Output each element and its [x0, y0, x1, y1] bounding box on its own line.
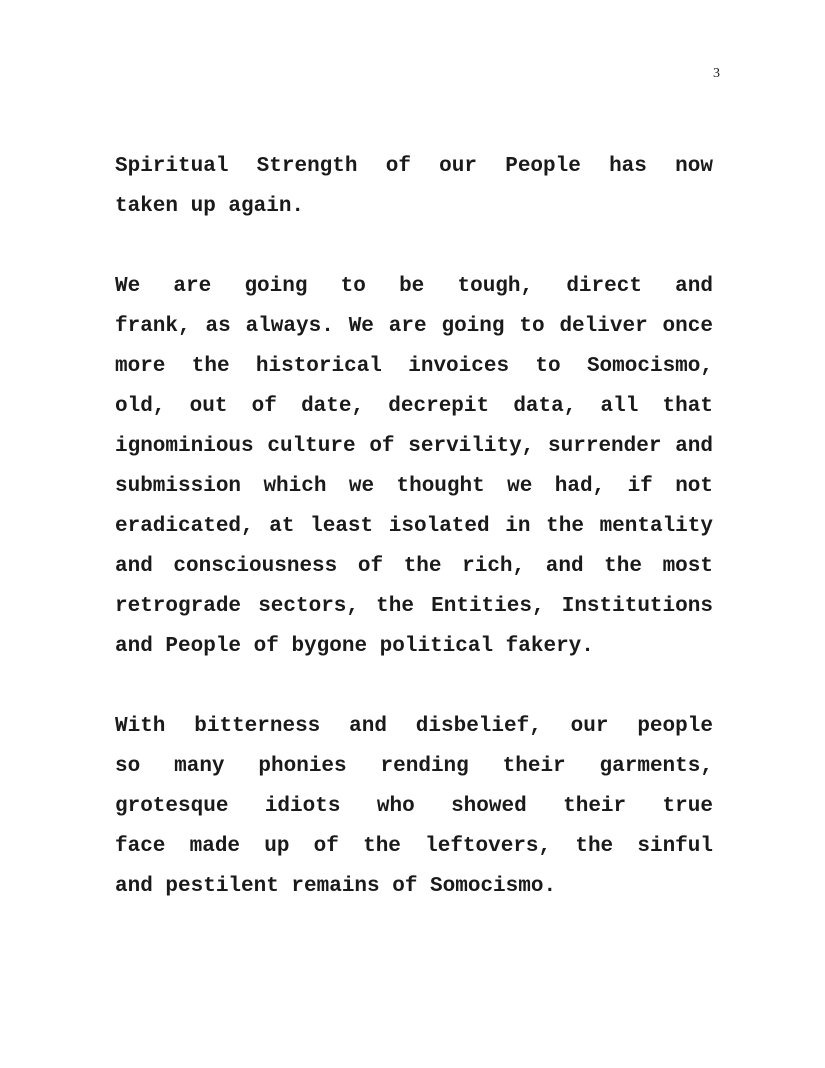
text-line	[115, 147, 713, 187]
word: showed	[451, 795, 527, 818]
text-line	[115, 307, 713, 347]
word: up	[190, 195, 216, 218]
text-line	[115, 587, 713, 627]
word: historical	[255, 355, 382, 378]
word: Strength	[256, 155, 358, 178]
word: data,	[513, 395, 577, 418]
word: and	[545, 555, 584, 578]
word: out	[189, 395, 228, 418]
word: taken	[115, 195, 179, 218]
word: isolated	[388, 515, 490, 538]
word: culture	[267, 435, 356, 458]
text-line	[115, 707, 713, 747]
word: up	[264, 835, 290, 858]
word: remains	[291, 875, 380, 898]
word: of	[357, 555, 384, 578]
word: of	[251, 395, 277, 418]
word: rich,	[462, 555, 526, 578]
word: to	[519, 315, 545, 338]
word: decrepit	[388, 395, 490, 418]
word: submission	[115, 475, 242, 498]
word: consciousness	[173, 555, 338, 578]
word: and	[675, 435, 713, 458]
word: phonies	[258, 755, 347, 778]
word: had,	[554, 475, 606, 498]
word: direct	[566, 275, 642, 298]
document-body	[115, 147, 713, 947]
word: mentality	[599, 515, 713, 538]
text-line	[115, 187, 713, 227]
word: the	[575, 835, 614, 858]
word: thought	[396, 475, 485, 498]
word: the	[604, 555, 642, 578]
text-line	[115, 387, 713, 427]
word: deliver	[559, 315, 648, 338]
word: Institutions	[561, 595, 713, 618]
word: the	[546, 515, 584, 538]
word: and	[349, 715, 387, 738]
word: sectors,	[258, 595, 360, 618]
word: most	[662, 555, 713, 578]
text-line	[115, 827, 713, 867]
word: so	[115, 755, 141, 778]
text-line	[115, 627, 713, 667]
word: sinful	[637, 835, 713, 858]
word: all	[600, 395, 639, 418]
word: our	[439, 155, 477, 178]
word: least	[310, 515, 374, 538]
word: of	[392, 875, 418, 898]
text-line	[115, 747, 713, 787]
word: invoices	[408, 355, 510, 378]
text-line	[115, 547, 713, 587]
word: not	[675, 475, 713, 498]
word: to	[535, 355, 561, 378]
word: rending	[380, 755, 469, 778]
text-line	[115, 867, 713, 907]
word: people	[637, 715, 713, 738]
text-line	[115, 267, 713, 307]
word: we	[348, 475, 375, 498]
word: the	[191, 355, 230, 378]
text-line	[115, 467, 713, 507]
word: People	[505, 155, 581, 178]
word: bitterness	[194, 715, 321, 738]
paragraph	[115, 267, 713, 667]
word: pestilent	[165, 875, 279, 898]
text-line	[115, 787, 713, 827]
word: of	[385, 155, 411, 178]
word: at	[269, 515, 295, 538]
word: true	[662, 795, 713, 818]
word: again.	[228, 195, 305, 218]
word: leftovers,	[425, 835, 552, 858]
word: and	[115, 555, 153, 578]
word: who	[376, 795, 415, 818]
word: to	[340, 275, 366, 298]
word: more	[115, 355, 166, 378]
word: grotesque	[115, 795, 229, 818]
word: fakery.	[505, 635, 594, 658]
paragraph	[115, 147, 713, 227]
word: face	[115, 835, 166, 858]
word: are	[388, 315, 427, 338]
word: the	[363, 835, 401, 858]
word: of	[313, 835, 339, 858]
word: Spiritual	[115, 155, 229, 178]
word: and	[115, 875, 153, 898]
word: We	[115, 275, 141, 298]
word: their	[563, 795, 627, 818]
page-number: 3	[713, 66, 720, 81]
word: going	[244, 275, 308, 298]
text-line	[115, 507, 713, 547]
word: eradicated,	[115, 515, 254, 538]
word: retrograde	[115, 595, 242, 618]
word: Somocismo,	[586, 355, 713, 378]
word: surrender	[548, 435, 662, 458]
word: political	[379, 635, 494, 658]
word: be	[399, 275, 425, 298]
word: Somocismo.	[430, 875, 557, 898]
word: has	[609, 155, 647, 178]
word: our	[570, 715, 609, 738]
word: We	[348, 315, 374, 338]
word: date,	[301, 395, 365, 418]
word: bygone	[291, 635, 368, 658]
paragraph	[115, 707, 713, 907]
word: and	[115, 635, 153, 658]
word: People	[165, 635, 242, 658]
word: always.	[245, 315, 334, 338]
text-line	[115, 347, 713, 387]
word: if	[627, 475, 653, 498]
word: and	[675, 275, 713, 298]
word: Entities,	[431, 595, 545, 618]
word: servility,	[408, 435, 535, 458]
word: frank,	[115, 315, 191, 338]
word: now	[675, 155, 713, 178]
text-line	[115, 427, 713, 467]
word: once	[662, 315, 713, 338]
word: idiots	[264, 795, 341, 818]
word: made	[189, 835, 241, 858]
word: of	[253, 635, 279, 658]
word: disbelief,	[415, 715, 542, 738]
word: which	[263, 475, 327, 498]
word: their	[502, 755, 566, 778]
word: With	[115, 715, 166, 738]
word: that	[662, 395, 713, 418]
word: we	[507, 475, 533, 498]
word: the	[403, 555, 442, 578]
word: of	[369, 435, 395, 458]
word: many	[174, 755, 225, 778]
word: in	[505, 515, 531, 538]
word: as	[205, 315, 231, 338]
word: are	[173, 275, 212, 298]
word: the	[376, 595, 414, 618]
word: tough,	[457, 275, 534, 298]
word: going	[441, 315, 505, 338]
word: garments,	[599, 755, 713, 778]
word: ignominious	[115, 435, 254, 458]
word: old,	[115, 395, 166, 418]
